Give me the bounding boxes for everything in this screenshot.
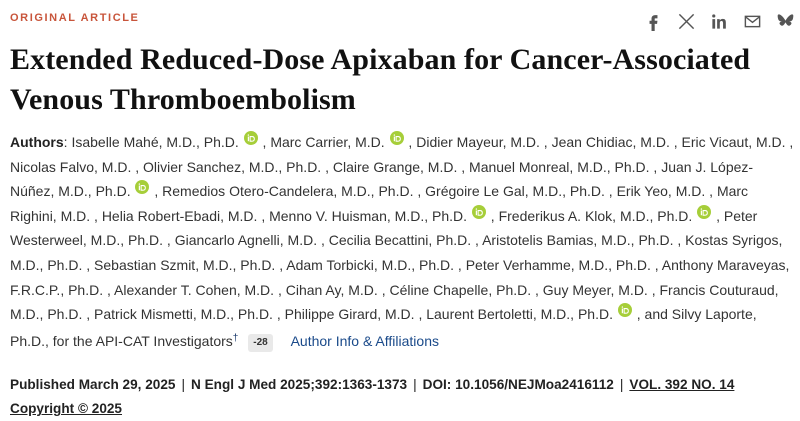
author-info-link[interactable]: Author Info & Affiliations	[290, 332, 439, 349]
author-name[interactable]: Menno V. Huisman, M.D., Ph.D.	[269, 207, 468, 224]
author-name[interactable]: Jean Chidiac, M.D.	[551, 134, 670, 150]
author-name[interactable]: Aristotelis Bamias, M.D., Ph.D.	[482, 232, 674, 249]
author-name[interactable]: Grégoire Le Gal, M.D., Ph.D.	[425, 183, 605, 200]
author-name[interactable]: Cihan Ay, M.D.	[285, 281, 378, 298]
author-name[interactable]: Alexander T. Cohen, M.D.	[114, 281, 275, 298]
separator: |	[619, 377, 624, 393]
x-icon[interactable]	[677, 12, 696, 31]
author-name[interactable]: Manuel Monreal, M.D., Ph.D.	[469, 158, 650, 175]
author-list: Authors: Isabelle Mahé, M.D., Ph.D. , Marc Carrier, M.D. , Didier Mayeur, M.D. , Jean Chidiac, M.D. , Eric Vicaut, M.D. , Nicolas Falvo, M.D. , Olivier Sanchez, M.D., Ph.D. , Claire Grange, M.D. , Manuel Monreal, M.D., Ph.D. , Juan J. López-Núñez, M.D., Ph.D. , Remedios Otero-Candelera, M.D., Ph.D. , Grégoire Le Gal, M.D., Ph.D. , Erik Yeo, M.D. , Marc Righini, M.D. , Helia Robert-Ebadi, M.D. , Menno V. Huisman, M.D., Ph.D. , Frederikus A. Klok, M.D., Ph.D. , Peter Westerweel, M.D., Ph.D. , Giancarlo Agnelli, M.D. , Cecilia Becattini, Ph.D. , Aristotelis Bamias, M.D., Ph.D. , Kostas Syrigos, M.D., Ph.D. , Sebastian Szmit, M.D., Ph.D. , Adam Torbicki, M.D., Ph.D. , Peter Verhamme, M.D., Ph.D. , Anthony Maraveyas, F.R.C.P., Ph.D. , Alexander T. Cohen, M.D. , Cihan Ay, M.D. , Céline Chapelle, Ph.D. , Guy Meyer, M.D. , Francis Couturaud, M.D., Ph.D. , Patrick Mismetti, M.D., Ph.D. , Philippe Girard, M.D. , Laurent Bertoletti, M.D., Ph.D. , and Silvy Laporte, Ph.D., for the API-CAT Investigators† -28 Author Info & Affiliations	[10, 130, 795, 353]
author-name[interactable]: Sebastian Szmit, M.D., Ph.D.	[94, 256, 276, 273]
author-name[interactable]: Guy Meyer, M.D.	[542, 281, 648, 298]
last-author[interactable]: Silvy Laporte, Ph.D., for the API-CAT Investigators	[10, 306, 757, 349]
more-authors-badge[interactable]: -28	[248, 334, 272, 352]
author-name[interactable]: Peter Westerweel, M.D., Ph.D.	[10, 207, 758, 249]
share-toolbar	[644, 12, 795, 31]
dagger-footnote[interactable]: †	[232, 332, 239, 344]
author-name[interactable]: Remedios Otero-Candelera, M.D., Ph.D.	[162, 183, 414, 200]
author-name[interactable]: Anthony Maraveyas, F.R.C.P., Ph.D.	[10, 256, 790, 298]
author-name[interactable]: Marc Righini, M.D.	[10, 183, 749, 224]
article-header	[10, 0, 795, 421]
author-name[interactable]: Kostas Syrigos, M.D., Ph.D.	[10, 232, 783, 273]
authors-label: Authors	[10, 134, 64, 150]
author-name[interactable]: Nicolas Falvo, M.D.	[10, 158, 132, 175]
article-type-label: ORIGINAL ARTICLE	[10, 12, 140, 24]
author-items: Isabelle Mahé, M.D., Ph.D. , Marc Carrier, M.D. , Didier Mayeur, M.D. , Jean Chidiac, M.D. , Eric Vicaut, M.D. , Nicolas Falvo, M.D. , Olivier Sanchez, M.D., Ph.D. , Claire Grange, M.D. , Manuel Monreal, M.D., Ph.D. , Juan J. López-Núñez, M.D., Ph.D. , Remedios Otero-Candelera, M.D., Ph.D. , Grégoire Le Gal, M.D., Ph.D. , Erik Yeo, M.D. , Marc Righini, M.D. , Helia Robert-Ebadi, M.D. , Menno V. Huisman, M.D., Ph.D. , Frederikus A. Klok, M.D., Ph.D. , Peter Westerweel, M.D., Ph.D. , Giancarlo Agnelli, M.D. , Cecilia Becattini, Ph.D. , Aristotelis Bamias, M.D., Ph.D. , Kostas Syrigos, M.D., Ph.D. , Sebastian Szmit, M.D., Ph.D. , Adam Torbicki, M.D., Ph.D. , Peter Verhamme, M.D., Ph.D. , Anthony Maraveyas, F.R.C.P., Ph.D. , Alexander T. Cohen, M.D. , Cihan Ay, M.D. , Céline Chapelle, Ph.D. , Guy Meyer, M.D. , Francis Couturaud, M.D., Ph.D. , Patrick Mismetti, M.D., Ph.D. , Philippe Girard, M.D. , Laurent Bertoletti, M.D., Ph.D. ,	[10, 134, 793, 322]
author-name[interactable]: Philippe Girard, M.D.	[284, 306, 415, 323]
orcid-icon[interactable]	[244, 131, 258, 145]
author-name[interactable]: Marc Carrier, M.D.	[270, 134, 385, 150]
volume-link[interactable]: VOL. 392 NO. 14	[629, 377, 735, 393]
top-bar	[10, 0, 795, 36]
author-name[interactable]: Peter Verhamme, M.D., Ph.D.	[465, 256, 651, 273]
author-name[interactable]: Frederikus A. Klok, M.D., Ph.D.	[498, 207, 693, 224]
linkedin-icon[interactable]	[710, 12, 729, 31]
author-name[interactable]: Francis Couturaud, M.D., Ph.D.	[10, 281, 779, 323]
author-name[interactable]: Cecilia Becattini, Ph.D.	[328, 232, 472, 249]
author-name[interactable]: Olivier Sanchez, M.D., Ph.D.	[143, 158, 322, 175]
citation: N Engl J Med 2025;392:1363-1373	[191, 377, 408, 393]
author-name[interactable]: Eric Vicaut, M.D.	[681, 134, 786, 150]
article-title: Extended Reduced-Dose Apixaban for Cancer-Associated Venous Thromboembolism	[10, 43, 751, 116]
author-name[interactable]: Laurent Bertoletti, M.D., Ph.D.	[426, 306, 613, 323]
email-icon[interactable]	[743, 12, 762, 31]
copyright-link[interactable]: Copyright © 2025	[10, 401, 122, 417]
author-name[interactable]: Isabelle Mahé, M.D., Ph.D.	[71, 134, 239, 150]
bluesky-icon[interactable]	[776, 12, 795, 31]
publication-info	[10, 373, 795, 421]
published-date: Published March 29, 2025	[10, 377, 176, 393]
orcid-icon[interactable]	[618, 303, 632, 317]
separator: |	[181, 377, 185, 393]
author-name[interactable]: Adam Torbicki, M.D., Ph.D.	[286, 256, 455, 273]
orcid-icon[interactable]	[697, 205, 711, 219]
author-name[interactable]: Didier Mayeur, M.D.	[416, 134, 540, 150]
and-word: and	[644, 306, 668, 323]
doi[interactable]: DOI: 10.1056/NEJMoa2416112	[422, 377, 614, 393]
facebook-icon[interactable]	[644, 12, 663, 31]
author-name[interactable]: Erik Yeo, M.D.	[616, 183, 706, 200]
orcid-icon[interactable]	[472, 205, 486, 219]
separator: |	[413, 377, 417, 393]
author-name[interactable]: Helia Robert-Ebadi, M.D.	[101, 207, 258, 224]
author-name[interactable]: Patrick Mismetti, M.D., Ph.D.	[94, 306, 273, 323]
orcid-icon[interactable]	[390, 131, 404, 145]
orcid-icon[interactable]	[135, 180, 149, 194]
author-name[interactable]: Juan J. López-Núñez, M.D., Ph.D.	[10, 158, 754, 200]
author-name[interactable]: Giancarlo Agnelli, M.D.	[174, 232, 318, 249]
author-name[interactable]: Claire Grange, M.D.	[332, 158, 458, 175]
author-name[interactable]: Céline Chapelle, Ph.D.	[389, 281, 532, 298]
